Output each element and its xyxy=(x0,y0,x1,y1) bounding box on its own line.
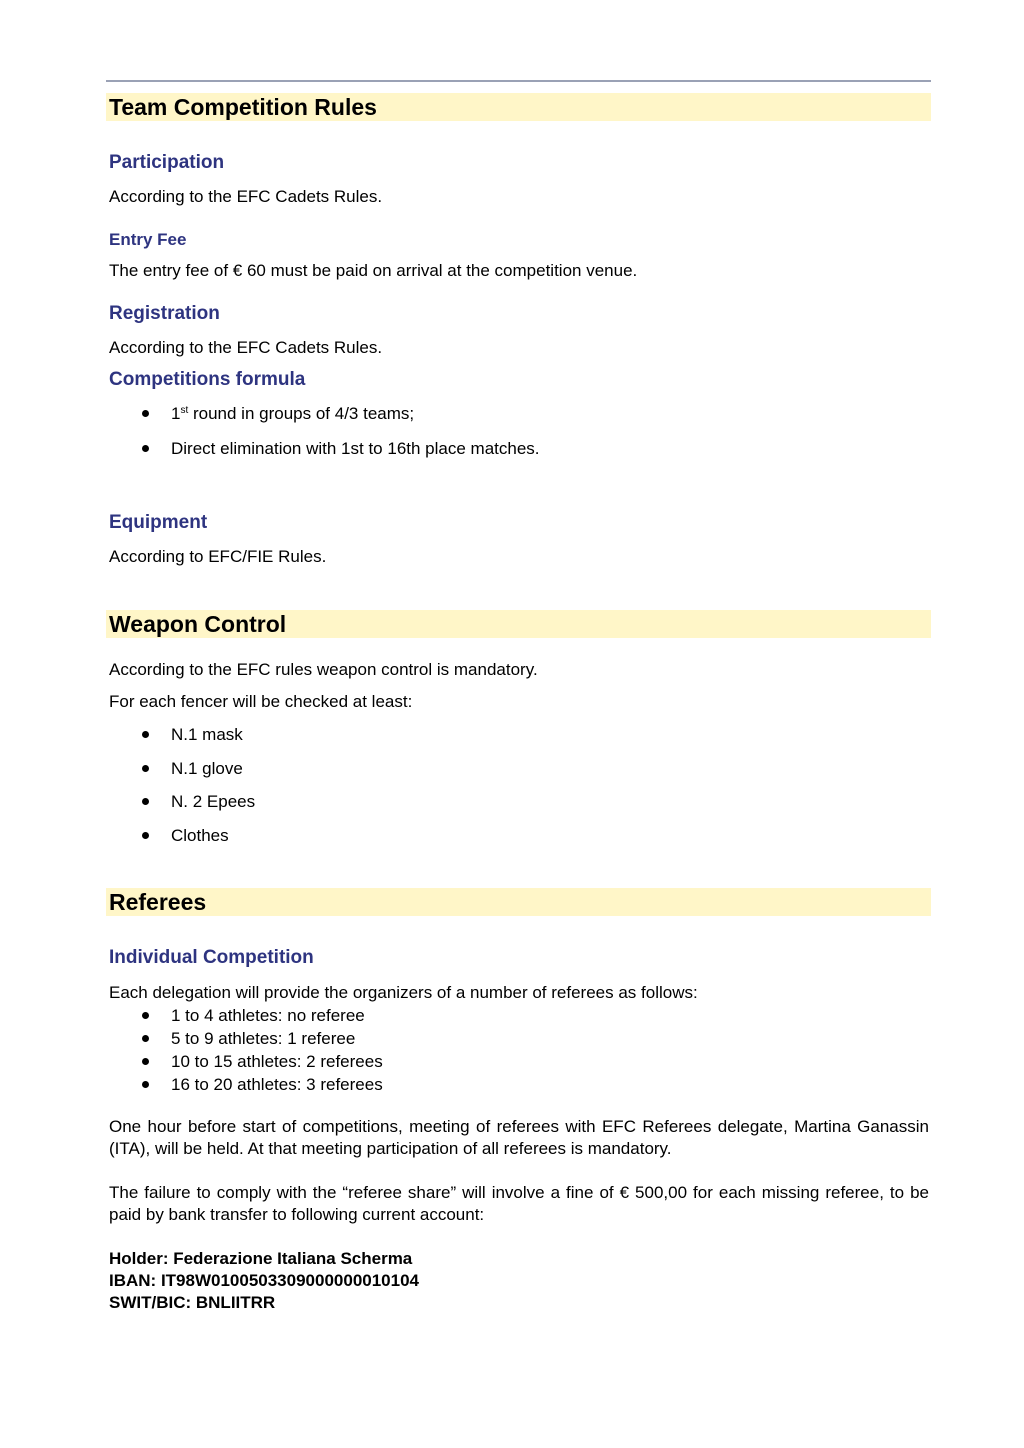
bullet-icon xyxy=(142,1081,149,1088)
heading-participation: Participation xyxy=(109,152,225,173)
weapon-item: Clothes xyxy=(171,826,229,845)
heading-equipment: Equipment xyxy=(109,512,208,533)
bullet-icon xyxy=(142,765,149,772)
formula-item-elimination: Direct elimination with 1st to 16th place matches. xyxy=(171,439,540,458)
referee-quota-item: 5 to 9 athletes: 1 referee xyxy=(171,1029,356,1048)
heading-competitions-formula: Competitions formula xyxy=(109,369,306,390)
referees-meeting-paragraph: One hour before start of competitions, meeting of referees with EFC Referees delegate, Martina Ganassin (ITA), will be held. At that meeting participation of all referees is mandatory. xyxy=(109,1117,929,1158)
formula-item-groups xyxy=(171,403,414,424)
bullet-icon xyxy=(142,731,149,738)
weapon-control-line1: According to the EFC rules weapon control is mandatory. xyxy=(109,660,538,679)
referee-quota-item: 10 to 15 athletes: 2 referees xyxy=(171,1052,383,1071)
weapon-control-line2: For each fencer will be checked at least: xyxy=(109,692,413,711)
referee-quota-item: 16 to 20 athletes: 3 referees xyxy=(171,1075,383,1094)
referees-fine-paragraph: The failure to comply with the “referee share” will involve a fine of € 500,00 for each missing referee, to be paid by bank transfer to following current account: xyxy=(109,1183,929,1224)
heading-registration: Registration xyxy=(109,303,220,324)
section-band-referees xyxy=(106,888,931,916)
weapon-item: N.1 glove xyxy=(171,759,243,778)
bullet-icon xyxy=(142,1058,149,1065)
bullet-icon xyxy=(142,445,149,452)
heading-entry-fee: Entry Fee xyxy=(109,230,187,249)
entry-fee-text: The entry fee of € 60 must be paid on arrival at the competition venue. xyxy=(109,261,638,280)
equipment-text: According to EFC/FIE Rules. xyxy=(109,547,327,566)
formula-item-rest: round in groups of 4/3 teams; xyxy=(188,404,415,423)
registration-text: According to the EFC Cadets Rules. xyxy=(109,338,383,357)
participation-text: According to the EFC Cadets Rules. xyxy=(109,187,383,206)
top-divider xyxy=(106,80,931,82)
section-title-weapon: Weapon Control xyxy=(109,611,287,637)
section-title-team: Team Competition Rules xyxy=(109,94,377,120)
formula-item-ordinal: st xyxy=(180,405,189,416)
bullet-icon xyxy=(142,1035,149,1042)
weapon-item: N. 2 Epees xyxy=(171,792,256,811)
bank-iban: IBAN: IT98W0100503309000000010104 xyxy=(109,1271,420,1290)
bullet-icon xyxy=(142,1012,149,1019)
referee-quota-item: 1 to 4 athletes: no referee xyxy=(171,1006,365,1025)
bank-swift: SWIT/BIC: BNLIITRR xyxy=(109,1293,276,1312)
bullet-icon xyxy=(142,798,149,805)
bullet-icon xyxy=(142,410,149,417)
section-title-referees: Referees xyxy=(109,889,207,915)
referees-intro: Each delegation will provide the organizers of a number of referees as follows: xyxy=(109,983,698,1002)
heading-individual-competition: Individual Competition xyxy=(109,947,314,968)
bullet-icon xyxy=(142,832,149,839)
weapon-item: N.1 mask xyxy=(171,725,243,744)
bank-holder: Holder: Federazione Italiana Scherma xyxy=(109,1249,413,1268)
formula-item-number: 1 xyxy=(171,404,181,423)
